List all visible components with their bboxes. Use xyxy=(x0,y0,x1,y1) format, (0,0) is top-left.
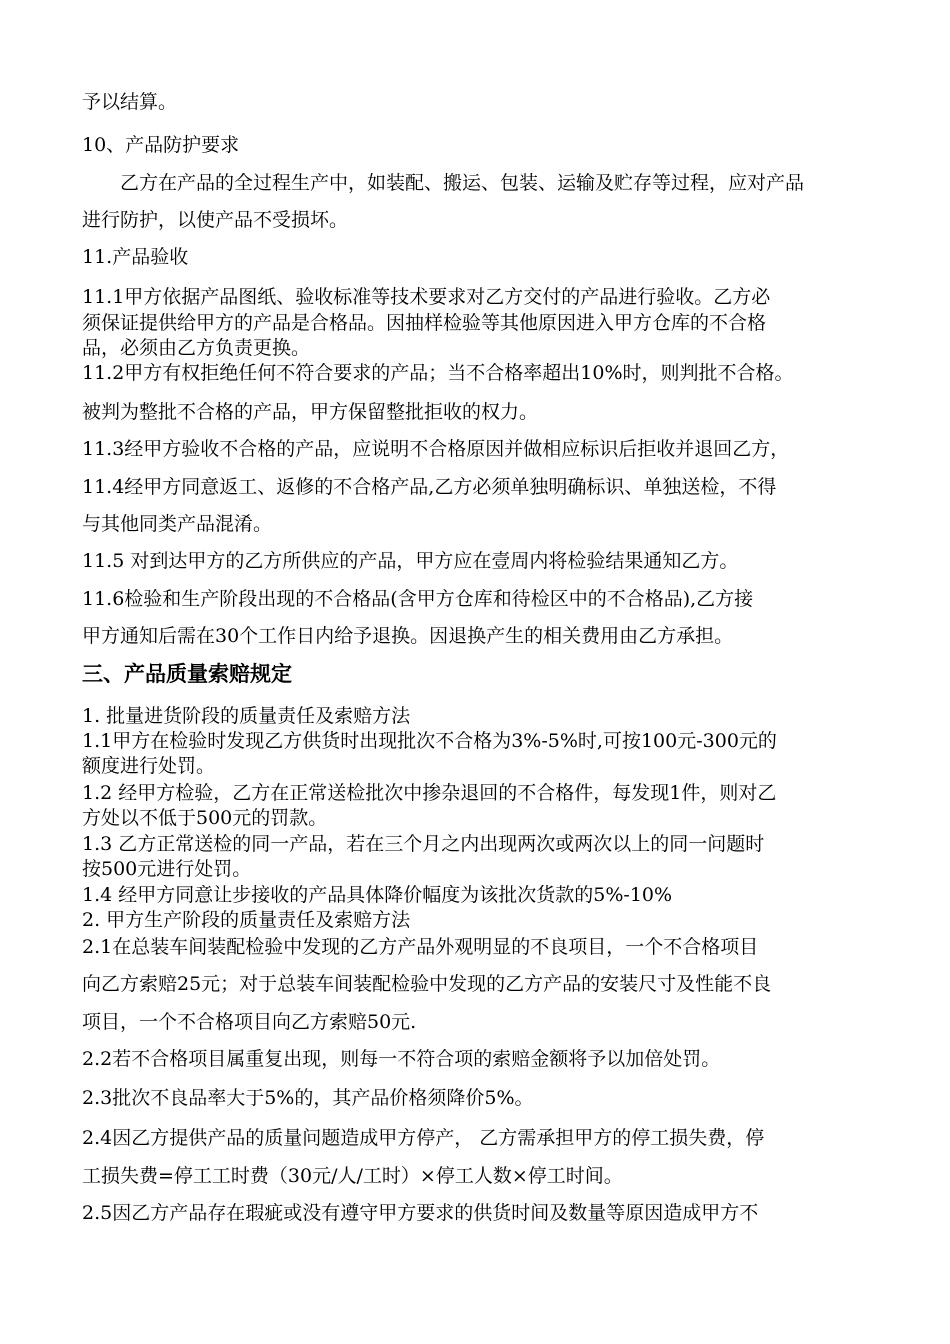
text-line: 予以结算。 xyxy=(82,91,178,113)
text-line: 11.5 对到达甲方的乙方所供应的产品，甲方应在壹周内将检验结果通知乙方。 xyxy=(82,550,739,572)
subsection-heading-1: 1. 批量进货阶段的质量责任及索赔方法 xyxy=(82,705,411,727)
text-line: 项目，一个不合格项目向乙方索赔50元. xyxy=(82,1011,417,1033)
text-line: 11.3经甲方验收不合格的产品，应说明不合格原因并做相应标识后拒收并退回乙方， xyxy=(82,438,790,460)
text-line: 须保证提供给甲方的产品是合格品。因抽样检验等其他原因进入甲方仓库的不合格 xyxy=(82,312,767,334)
text-line: 2.4因乙方提供产品的质量问题造成甲方停产， 乙方需承担甲方的停工损失费，停 xyxy=(82,1127,765,1149)
text-line: 按500元进行处罚。 xyxy=(82,858,252,880)
text-line: 11.6检验和生产阶段出现的不合格品(含甲方仓库和待检区中的不合格品),乙方接 xyxy=(82,588,754,610)
text-line: 2.5因乙方产品存在瑕疵或没有遵守甲方要求的供货时间及数量等原因造成甲方不 xyxy=(82,1202,759,1224)
text-line: 品，必须由乙方负责更换。 xyxy=(82,337,311,359)
text-line: 11.1甲方依据产品图纸、验收标准等技术要求对乙方交付的产品进行验收。乙方必 xyxy=(82,286,771,308)
text-line: 11.4经甲方同意返工、返修的不合格产品,乙方必须单独明确标识、单独送检，不得 xyxy=(82,476,777,498)
section-heading-10: 10、产品防护要求 xyxy=(82,134,240,156)
text-line: 乙方在产品的全过程生产中，如装配、搬运、包装、运输及贮存等过程，应对产品 xyxy=(120,172,805,194)
text-line: 被判为整批不合格的产品，甲方保留整批拒收的权力。 xyxy=(82,401,539,423)
text-line: 2.2若不合格项目属重复出现，则每一不符合项的索赔金额将予以加倍处罚。 xyxy=(82,1048,721,1070)
text-line: 向乙方索赔25元；对于总装车间装配检验中发现的乙方产品的安装尺寸及性能不良 xyxy=(82,973,772,995)
text-line: 1.1甲方在检验时发现乙方供货时出现批次不合格为3%-5%时,可按100元-300元的 xyxy=(82,730,777,752)
text-line: 2.1在总装车间装配检验中发现的乙方产品外观明显的不良项目，一个不合格项目 xyxy=(82,936,759,958)
text-line: 2.3批次不良品率大于5%的，其产品价格须降价5%。 xyxy=(82,1087,534,1109)
section-heading-11: 11.产品验收 xyxy=(82,246,189,268)
text-line: 甲方通知后需在30个工作日内给予退换。因退换产生的相关费用由乙方承担。 xyxy=(82,625,734,647)
text-line: 11.2甲方有权拒绝任何不符合要求的产品；当不合格率超出10%时，则判批不合格。 xyxy=(82,362,794,384)
text-line: 1.3 乙方正常送检的同一产品，若在三个月之内出现两次或两次以上的同一问题时 xyxy=(82,833,765,855)
text-line: 工损失费=停工工时费（30元/人/工时）×停工人数×停工时间。 xyxy=(82,1165,623,1187)
text-line: 进行防护，以使产品不受损坏。 xyxy=(82,209,349,231)
text-line: 与其他同类产品混淆。 xyxy=(82,513,273,535)
text-line: 方处以不低于500元的罚款。 xyxy=(82,807,328,829)
subsection-heading-2: 2. 甲方生产阶段的质量责任及索赔方法 xyxy=(82,909,411,931)
chapter-heading: 三、产品质量索赔规定 xyxy=(82,662,292,686)
text-line: 1.4 经甲方同意让步接收的产品具体降价幅度为该批次货款的5%-10% xyxy=(82,884,673,906)
text-line: 额度进行处罚。 xyxy=(82,755,216,777)
text-line: 1.2 经甲方检验，乙方在正常送检批次中掺杂退回的不合格件，每发现1件，则对乙 xyxy=(82,782,777,804)
